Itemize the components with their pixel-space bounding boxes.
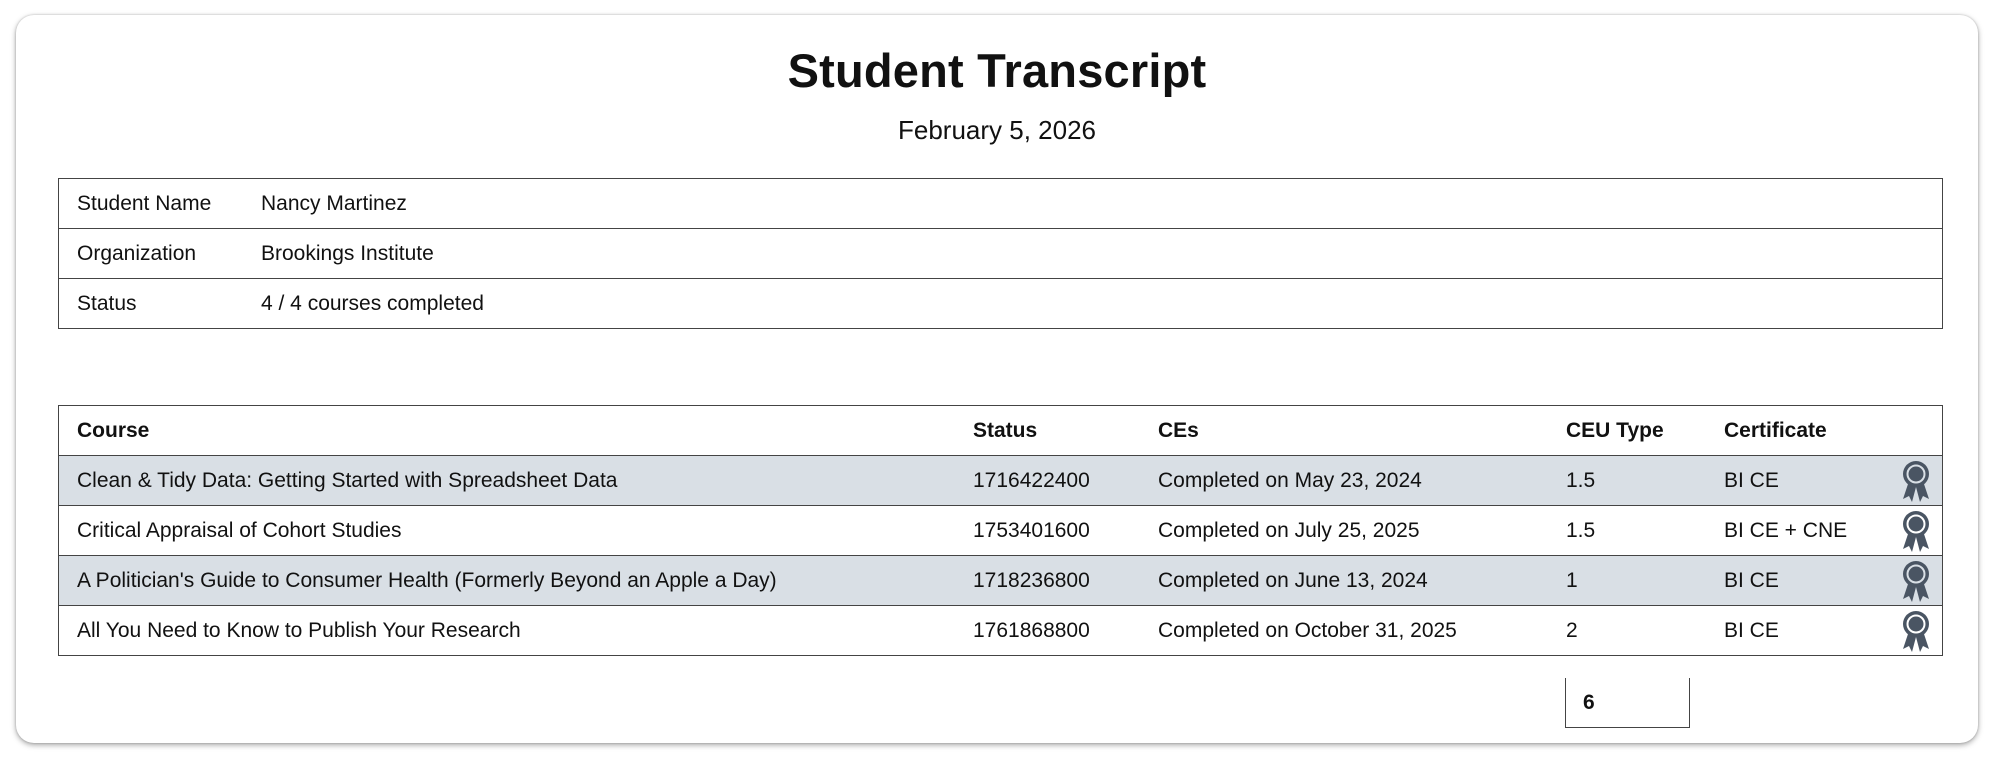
award-ribbon-icon[interactable] [1900, 559, 1932, 603]
course-name: Clean & Tidy Data: Getting Started with Spreadsheet Data [59, 456, 956, 506]
info-label: Status [59, 279, 244, 329]
column-header-status: Status [955, 406, 1140, 456]
certificate-cell [1706, 556, 1943, 606]
course-ces: Completed on July 25, 2025 [1140, 506, 1548, 556]
transcript-date: February 5, 2026 [897, 115, 1096, 145]
course-status: 1716422400 [955, 456, 1140, 506]
course-ces: Completed on October 31, 2025 [1140, 606, 1548, 656]
certificate-cell [1706, 456, 1943, 506]
course-status: 1753401600 [955, 506, 1140, 556]
award-ribbon-icon[interactable] [1900, 509, 1932, 553]
course-ceu-type: 1 [1548, 556, 1706, 606]
info-label: Student Name [59, 179, 244, 229]
course-name: Critical Appraisal of Cohort Studies [59, 506, 956, 556]
info-row-student-name [59, 179, 1943, 229]
page-title: Student Transcript [787, 44, 1207, 97]
table-row [59, 556, 1943, 606]
course-status: 1761868800 [955, 606, 1140, 656]
column-header-course: Course [59, 406, 956, 456]
certificate-type: BI CE + CNE [1724, 518, 1848, 542]
info-row-status [59, 279, 1943, 329]
course-ceu-type: 1.5 [1548, 506, 1706, 556]
certificate-type: BI CE [1724, 468, 1779, 492]
student-info-table [58, 178, 1943, 329]
column-header-certificate: Certificate [1706, 406, 1943, 456]
column-header-ces: CEs [1140, 406, 1548, 456]
table-row [59, 456, 1943, 506]
certificate-type: BI CE [1724, 618, 1779, 642]
course-ces: Completed on May 23, 2024 [1140, 456, 1548, 506]
award-ribbon-icon[interactable] [1900, 609, 1932, 653]
course-name: A Politician's Guide to Consumer Health (Formerly Beyond an Apple a Day) [59, 556, 956, 606]
course-ceu-type: 2 [1548, 606, 1706, 656]
info-row-organization [59, 229, 1943, 279]
course-name: All You Need to Know to Publish Your Research [59, 606, 956, 656]
course-ceu-type: 1.5 [1548, 456, 1706, 506]
courses-table [58, 405, 1943, 656]
certificate-cell [1706, 606, 1943, 656]
course-ces: Completed on June 13, 2024 [1140, 556, 1548, 606]
table-row [59, 506, 1943, 556]
award-ribbon-icon[interactable] [1900, 459, 1932, 503]
courses-header-row [59, 406, 1943, 456]
info-value: Nancy Martinez [243, 179, 1943, 229]
ceu-total: 6 [1565, 678, 1690, 728]
certificate-cell [1706, 506, 1943, 556]
info-value: Brookings Institute [243, 229, 1943, 279]
column-header-ceu-type: CEU Type [1548, 406, 1706, 456]
table-row [59, 606, 1943, 656]
info-value: 4 / 4 courses completed [243, 279, 1943, 329]
certificate-type: BI CE [1724, 568, 1779, 592]
info-label: Organization [59, 229, 244, 279]
transcript-card [16, 15, 1978, 743]
course-status: 1718236800 [955, 556, 1140, 606]
